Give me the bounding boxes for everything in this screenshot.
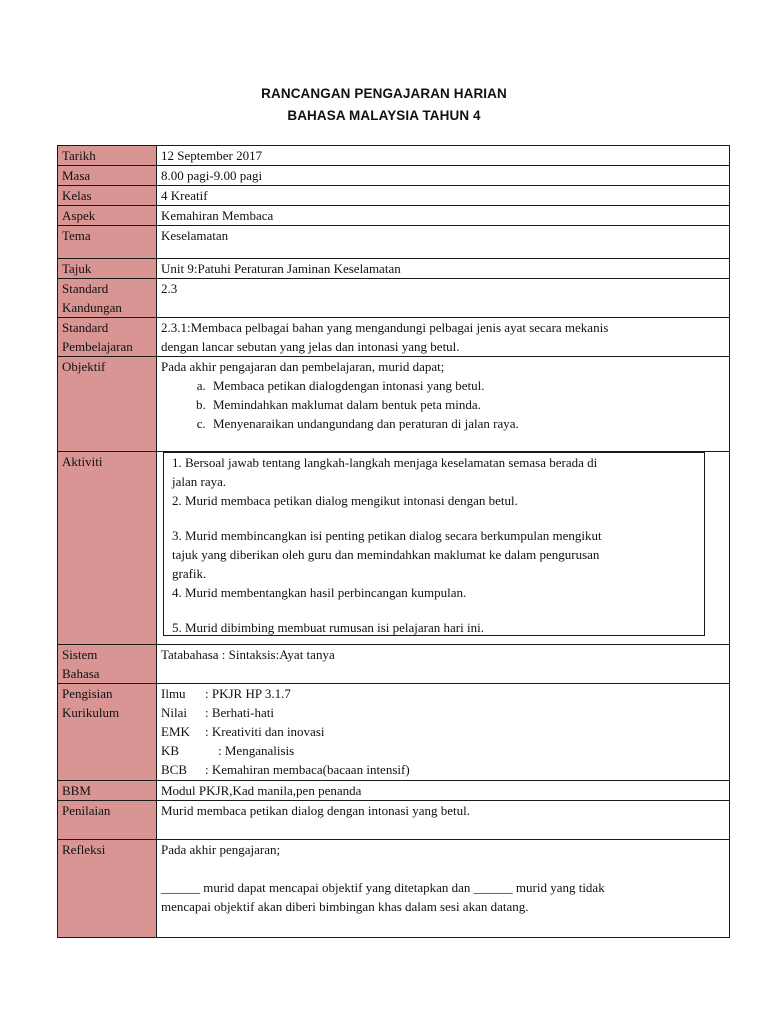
row-standard-kandungan — [58, 279, 730, 318]
row-tema — [58, 226, 730, 259]
pengisian-item — [161, 741, 725, 760]
value-standard-pembelajaran — [157, 318, 730, 357]
pengisian-value: : Menganalisis — [205, 743, 295, 758]
label-masa: Masa — [58, 166, 157, 186]
aktiviti-inner-box — [163, 452, 705, 636]
label-standard-pembelajaran — [58, 318, 157, 357]
value-aspek: Kemahiran Membaca — [157, 206, 730, 226]
label-penilaian: Penilaian — [58, 801, 157, 840]
label-tarikh: Tarikh — [58, 146, 157, 166]
pengisian-value: : PKJR HP 3.1.7 — [205, 686, 291, 701]
value-penilaian: Murid membaca petikan dialog dengan intonasi yang betul. — [157, 801, 730, 840]
aktiviti-step-5: 5. Murid dibimbing membuat rumusan isi pelajaran hari ini. — [172, 620, 484, 635]
objektif-item: c. Menyenaraikan undangundang dan peraturan di jalan raya. — [209, 414, 725, 433]
label-pengisian-kurikulum — [58, 684, 157, 781]
aktiviti-step-3c: grafik. — [172, 566, 207, 581]
pengisian-item — [161, 722, 725, 741]
pengisian-key: Nilai — [161, 705, 187, 720]
row-objektif — [58, 357, 730, 452]
label-standard-kandungan-line1: Standard — [62, 281, 109, 296]
label-standard-kandungan-line2: Kandungan — [62, 300, 122, 315]
row-masa — [58, 166, 730, 186]
value-tajuk: Unit 9:Patuhi Peraturan Jaminan Keselamatan — [157, 259, 730, 279]
value-standard-kandungan: 2.3 — [157, 279, 730, 318]
label-standard-kandungan — [58, 279, 157, 318]
label-pengisian-line1: Pengisian — [62, 686, 113, 701]
label-aspek: Aspek — [58, 206, 157, 226]
row-penilaian — [58, 801, 730, 840]
pengisian-key: EMK — [161, 724, 190, 739]
label-pengisian-line2: Kurikulum — [62, 705, 120, 720]
pengisian-item — [161, 760, 725, 779]
aktiviti-step-1b: jalan raya. — [172, 474, 227, 489]
aktiviti-step-2: 2. Murid membaca petikan dialog mengikut intonasi dengan betul. — [172, 493, 518, 508]
row-standard-pembelajaran — [58, 318, 730, 357]
label-sistem-bahasa-line1: Sistem — [62, 647, 98, 662]
label-objektif: Objektif — [58, 357, 157, 452]
refleksi-intro: Pada akhir pengajaran; — [161, 842, 281, 857]
aktiviti-step-4: 4. Murid membentangkan hasil perbincangan kumpulan. — [172, 585, 467, 600]
pengisian-item — [161, 684, 725, 703]
row-refleksi — [58, 840, 730, 938]
objektif-list — [161, 376, 725, 433]
row-aspek — [58, 206, 730, 226]
standard-pembelajaran-line2: dengan lancar sebutan yang jelas dan intonasi yang betul. — [161, 339, 460, 354]
value-kelas: 4 Kreatif — [157, 186, 730, 206]
lesson-plan-table — [57, 145, 730, 938]
row-tarikh — [58, 146, 730, 166]
pengisian-item — [161, 703, 725, 722]
objektif-intro: Pada akhir pengajaran dan pembelajaran, murid dapat; — [161, 359, 445, 374]
label-standard-pembelajaran-line2: Pembelajaran — [62, 339, 133, 354]
value-aktiviti — [157, 452, 730, 645]
refleksi-blank-1: ______ — [161, 880, 200, 895]
value-tarikh: 12 September 2017 — [157, 146, 730, 166]
row-kelas — [58, 186, 730, 206]
value-sistem-bahasa: Tatabahasa : Sintaksis:Ayat tanya — [157, 645, 730, 684]
refleksi-line2: mencapai objektif akan diberi bimbingan khas dalam sesi akan datang. — [161, 899, 529, 914]
value-pengisian-kurikulum — [157, 684, 730, 781]
label-tema: Tema — [58, 226, 157, 259]
spacer — [161, 859, 725, 878]
pengisian-value: : Berhati-hati — [205, 705, 274, 720]
refleksi-text-2: murid yang tidak — [512, 880, 605, 895]
standard-pembelajaran-line1: 2.3.1:Membaca pelbagai bahan yang mengandungi pelbagai jenis ayat secara mekanis — [161, 320, 609, 335]
pengisian-value: : Kemahiran membaca(bacaan intensif) — [205, 762, 410, 777]
pengisian-key: Ilmu — [161, 686, 186, 701]
objektif-item: a. Membaca petikan dialogdengan intonasi yang betul. — [209, 376, 725, 395]
label-refleksi: Refleksi — [58, 840, 157, 938]
pengisian-key: KB — [161, 743, 180, 758]
label-sistem-bahasa — [58, 645, 157, 684]
value-masa: 8.00 pagi-9.00 pagi — [157, 166, 730, 186]
spacer — [172, 510, 700, 526]
objektif-item: b. Memindahkan maklumat dalam bentuk peta minda. — [209, 395, 725, 414]
label-standard-pembelajaran-line1: Standard — [62, 320, 109, 335]
value-bbm: Modul PKJR,Kad manila,pen penanda — [157, 781, 730, 801]
row-tajuk — [58, 259, 730, 279]
row-bbm — [58, 781, 730, 801]
row-aktiviti — [58, 452, 730, 645]
refleksi-blank-2: ______ — [473, 880, 513, 895]
label-kelas: Kelas — [58, 186, 157, 206]
document-subtitle: BAHASA MALAYSIA TAHUN 4 — [287, 108, 481, 123]
pengisian-key: BCB — [161, 762, 188, 777]
value-objektif — [157, 357, 730, 452]
document-title: RANCANGAN PENGAJARAN HARIAN — [261, 86, 507, 101]
aktiviti-step-1a: 1. Bersoal jawab tentang langkah-langkah menjaga keselamatan semasa berada di — [172, 455, 598, 470]
value-refleksi — [157, 840, 730, 938]
row-pengisian-kurikulum — [58, 684, 730, 781]
row-sistem-bahasa — [58, 645, 730, 684]
aktiviti-step-3a: 3. Murid membincangkan isi penting petikan dialog secara berkumpulan mengikut — [172, 528, 602, 543]
label-tajuk: Tajuk — [58, 259, 157, 279]
pengisian-value: : Kreativiti dan inovasi — [205, 724, 325, 739]
aktiviti-step-3b: tajuk yang diberikan oleh guru dan memindahkan maklumat ke dalam pengurusan — [172, 547, 600, 562]
spacer — [172, 602, 700, 618]
refleksi-line1 — [161, 878, 725, 897]
label-bbm: BBM — [58, 781, 157, 801]
refleksi-text-1: murid dapat mencapai objektif yang ditetapkan dan — [200, 880, 474, 895]
label-aktiviti: Aktiviti — [58, 452, 157, 645]
label-sistem-bahasa-line2: Bahasa — [62, 666, 100, 681]
value-tema: Keselamatan — [157, 226, 730, 259]
